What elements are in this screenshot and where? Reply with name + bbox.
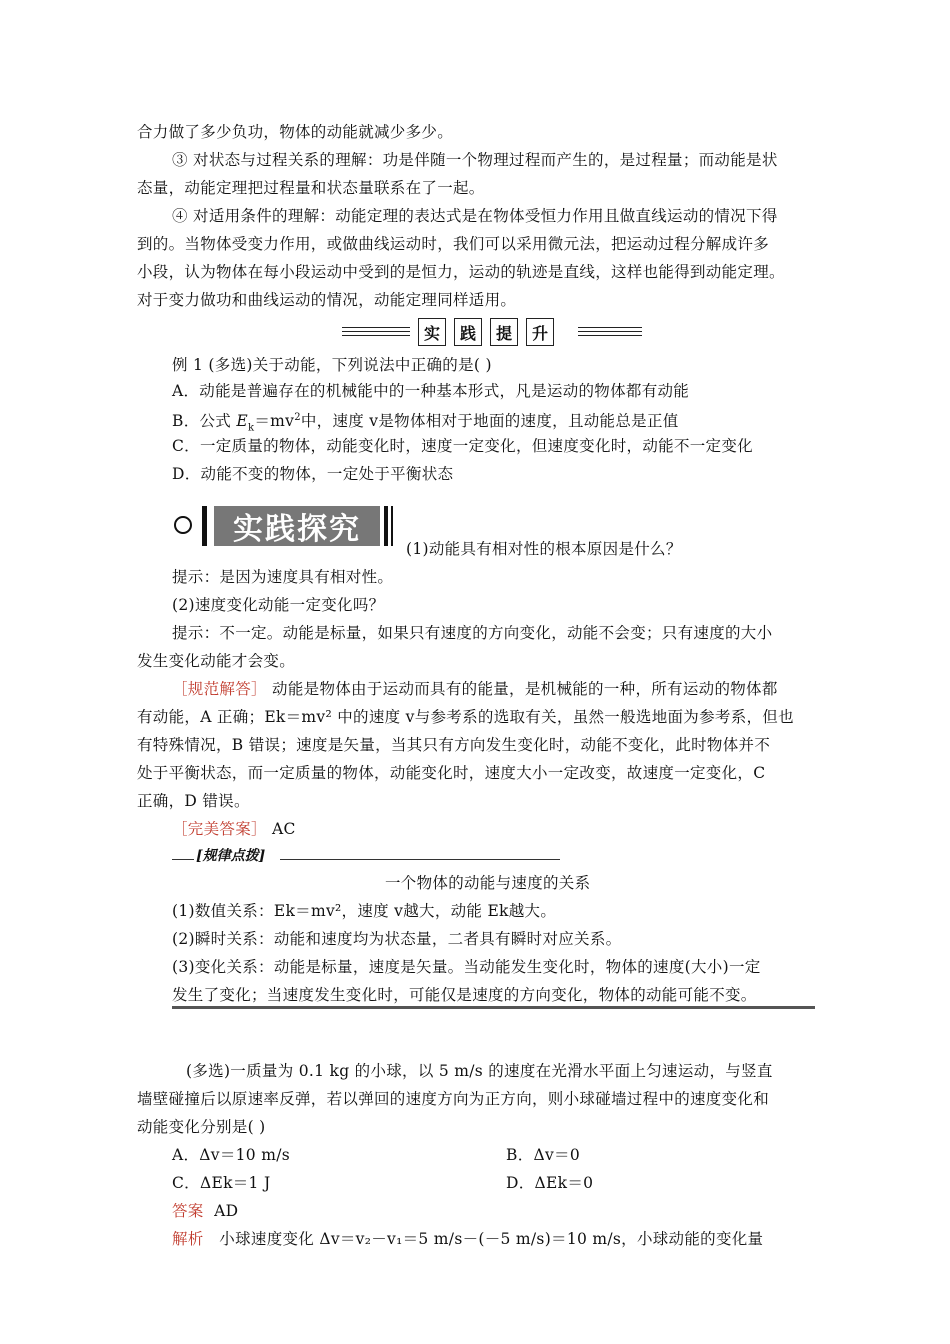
solution-line: 有动能，A 正确；Ek＝mv² 中的速度 v与参考系的选取有关，虽然一般选地面为参考系，但也 — [137, 708, 794, 726]
rule-head-text: [规律点拨] — [196, 848, 266, 864]
solution-line: ［规范解答］ 动能是物体由于运动而具有的能量，是机械能的一种，所有运动的物体都 — [172, 680, 778, 698]
answer-tag: ［完美答案］ — [172, 820, 267, 838]
rule-header — [172, 845, 560, 869]
paragraph-line: 态量，动能定理把过程量和状态量联系在了一起。 — [137, 179, 485, 197]
banner-char: 实 — [418, 318, 446, 346]
rule-line: (3)变化关系：动能是标量，速度是矢量。当动能发生变化时，物体的速度(大小)一定 — [172, 958, 761, 976]
exercise-option-c: C．ΔEk＝1 J — [172, 1174, 271, 1192]
option-c: C．一定质量的物体，动能变化时，速度一定变化，但速度变化时，动能不一定变化 — [172, 437, 753, 455]
paragraph-line: 对于变力做功和曲线运动的情况，动能定理同样适用。 — [137, 291, 517, 309]
exercise-option-a: A．Δv＝10 m/s — [172, 1146, 290, 1164]
hint-2-cont: 发生变化动能才会变。 — [137, 652, 296, 670]
solution-line: 有特殊情况，B 错误；速度是矢量，当其只有方向发生变化时，动能不变化，此时物体并不 — [137, 736, 771, 754]
section-divider — [172, 1006, 815, 1009]
hint-1: 提示：是因为速度具有相对性。 — [172, 568, 394, 586]
question-2: (2)速度变化动能一定变化吗？ — [172, 596, 385, 614]
exercise-option-b: B．Δv＝0 — [506, 1146, 581, 1164]
exercise-line: (多选)一质量为 0.1 kg 的小球，以 5 m/s 的速度在光滑水平面上匀速运动，与竖直 — [186, 1062, 773, 1080]
rule-line: (2)瞬时关系：动能和速度均为状态量，二者具有瞬时对应关系。 — [172, 930, 622, 948]
paragraph-line: 合力做了多少负功，物体的动能就减少多少。 — [137, 123, 454, 141]
banner-char: 升 — [526, 318, 554, 346]
exercise-option-d: D．ΔEk＝0 — [506, 1174, 594, 1192]
example-stem: 例 1 (多选)关于动能，下列说法中正确的是( ) — [172, 356, 492, 374]
solution-tag: ［规范解答］ — [172, 680, 267, 698]
rule-title: 一个物体的动能与速度的关系 — [385, 874, 591, 892]
practice-banner — [342, 318, 642, 346]
answer-label: 答案 — [172, 1202, 204, 1220]
exercise-line: 动能变化分别是( ) — [137, 1118, 266, 1136]
solution-line: 处于平衡状态，而一定质量的物体，动能变化时，速度大小一定改变，故速度一定变化，C — [137, 764, 766, 782]
rule-line: (1)数值关系：Ek＝mv²，速度 v越大，动能 Ek越大。 — [172, 902, 557, 920]
circle-icon — [174, 516, 192, 534]
banner-char: 践 — [454, 318, 482, 346]
answer-line: ［完美答案］ AC — [172, 820, 296, 838]
solution-line: 正确，D 错误。 — [137, 792, 250, 810]
question-1: (1)动能具有相对性的根本原因是什么？ — [406, 540, 682, 558]
rule-line: 发生了变化；当速度发生变化时，可能仅是速度的方向变化，物体的动能可能不变。 — [172, 986, 757, 1004]
hint-2: 提示：不一定。动能是标量，如果只有速度的方向变化，动能不会变；只有速度的大小 — [172, 624, 773, 642]
paragraph-line: ③ 对状态与过程关系的理解：功是伴随一个物理过程而产生的，是过程量；而动能是状 — [172, 151, 778, 169]
paragraph-line: 到的。当物体受变力作用，或做曲线运动时，我们可以采用微元法，把运动过程分解成许多 — [137, 235, 770, 253]
explore-label: 实践探究 — [214, 506, 380, 546]
option-b: B．公式 $E_k=mv^2$中，速度 v是物体相对于地面的速度，且动能总是正值 — [172, 412, 679, 434]
paragraph-line: 小段，认为物体在每小段运动中受到的是恒力，运动的轨迹是直线，这样也能得到动能定理。 — [137, 263, 785, 281]
exercise-analysis: 解析 小球速度变化 Δv＝v₂－v₁＝5 m/s－(－5 m/s)＝10 m/s，小球动能的变化量 — [172, 1230, 764, 1248]
practice-explore-header — [172, 500, 402, 552]
analysis-label: 解析 — [172, 1230, 204, 1248]
exercise-answer: 答案 AD — [172, 1202, 239, 1220]
banner-char: 提 — [490, 318, 518, 346]
exercise-line: 墙壁碰撞后以原速率反弹，若以弹回的速度方向为正方向，则小球碰墙过程中的速度变化和 — [137, 1090, 770, 1108]
paragraph-line: ④ 对适用条件的理解：动能定理的表达式是在物体受恒力作用且做直线运动的情况下得 — [172, 207, 778, 225]
option-a: A．动能是普遍存在的机械能中的一种基本形式，凡是运动的物体都有动能 — [172, 382, 690, 400]
option-d: D．动能不变的物体，一定处于平衡状态 — [172, 465, 454, 483]
